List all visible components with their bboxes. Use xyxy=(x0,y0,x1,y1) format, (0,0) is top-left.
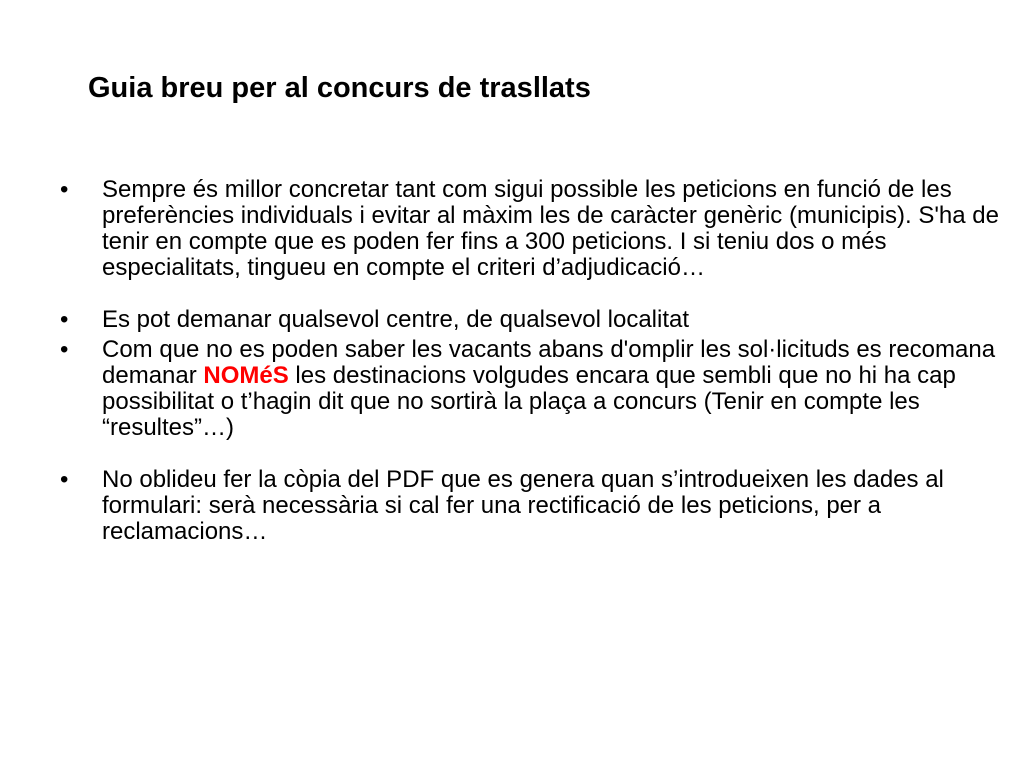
bullet-list xyxy=(60,177,1020,545)
bullet-dot-icon: • xyxy=(60,336,69,363)
bullet-dot-icon: • xyxy=(60,306,69,333)
bullet-item-1 xyxy=(60,177,1020,281)
bullet-text: Sempre és millor concretar tant com sigui possible les peticions en funció de les preferències individuals i evitar al màxim les de caràcter genèric (municipis). S'ha de tenir en compte que es poden fer fins a 300 peticions. I si teniu dos o més especialitats, tingueu en compte el criteri d’adjudicació… xyxy=(102,176,999,281)
emphasis-text: NOMéS xyxy=(203,362,289,389)
bullet-item-2 xyxy=(60,307,1020,333)
bullet-text: Es pot demanar qualsevol centre, de qualsevol localitat xyxy=(102,306,690,333)
bullet-text: No oblideu fer la còpia del PDF que es genera quan s’introdueixen les dades al formulari: serà necessària si cal fer una rectificació de les peticions, per a reclamacions… xyxy=(102,466,944,545)
bullet-text-before: Com que no es poden saber les vacants abans d'omplir les sol·licituds es recomana demanar xyxy=(102,336,996,389)
slide-title: Guia breu per al concurs de trasllats xyxy=(88,72,591,104)
bullet-item-3 xyxy=(60,337,1020,441)
bullet-dot-icon: • xyxy=(60,176,69,203)
bullet-text-after: les destinacions volgudes encara que sembli que no hi ha cap possibilitat o t’hagin dit que no sortirà la plaça a concurs (Tenir en compte les “resultes”…) xyxy=(102,362,956,441)
bullet-item-4 xyxy=(60,467,1020,545)
bullet-dot-icon: • xyxy=(60,466,69,493)
